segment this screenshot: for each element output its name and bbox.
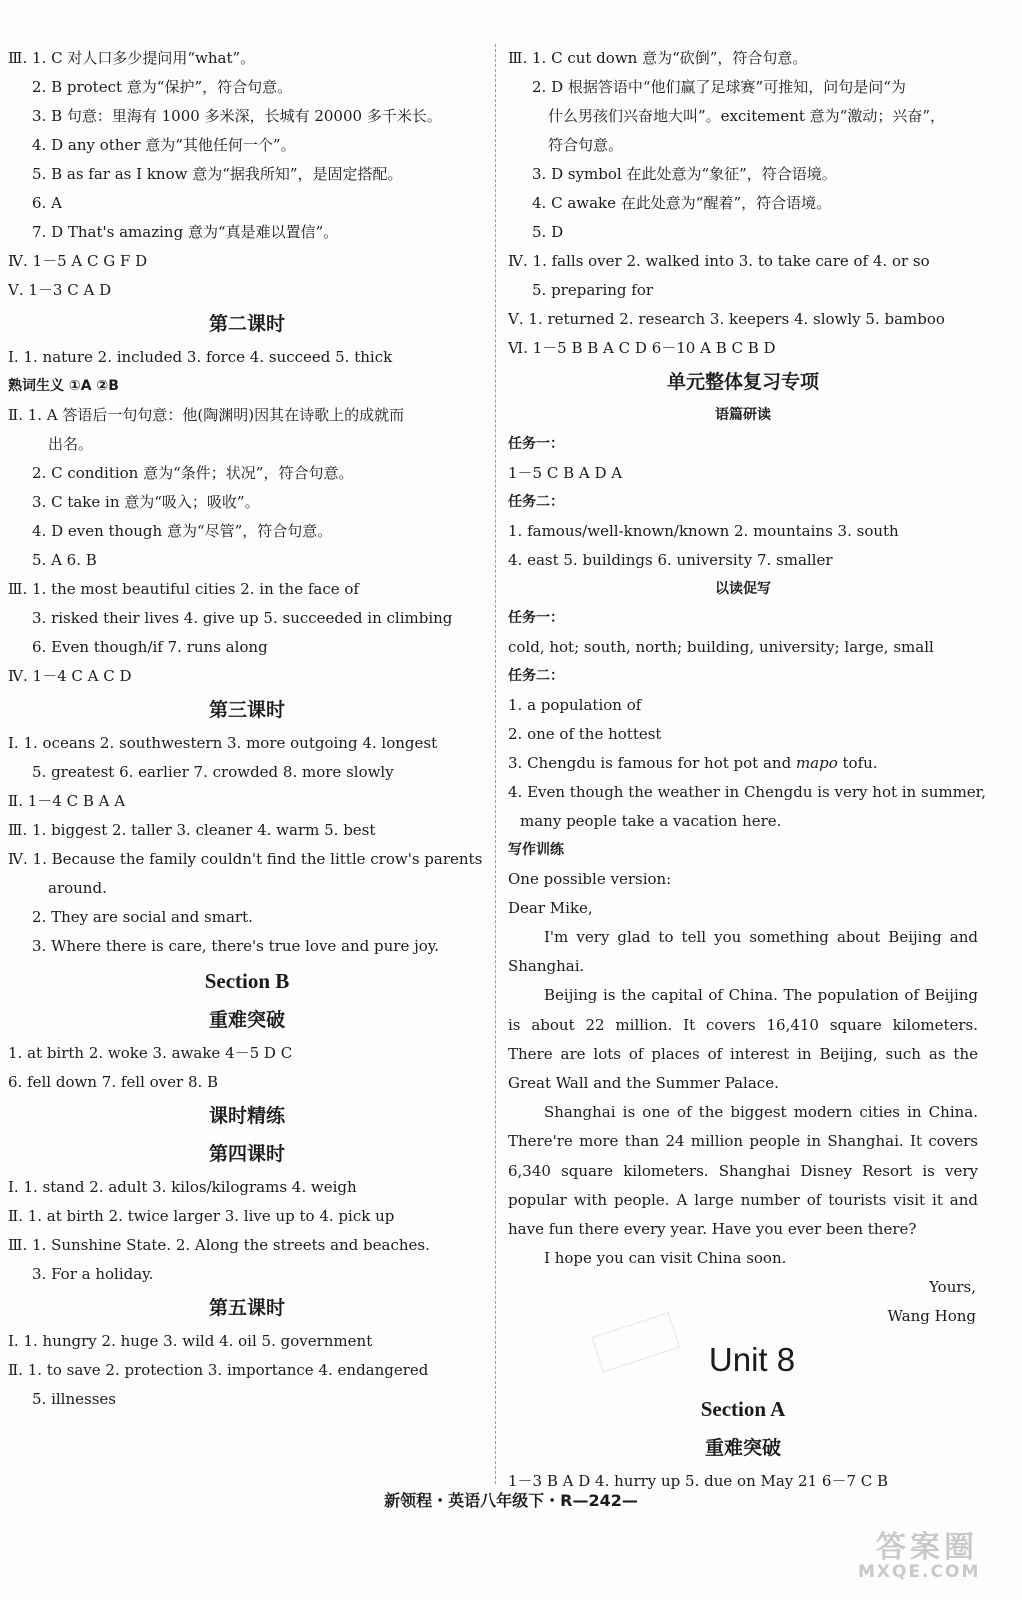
letter-paragraph: I hope you can visit China soon. [544, 1249, 787, 1268]
answer-line: Ⅴ. 1. returned 2. research 3. keepers 4. slowly 5. bamboo [508, 310, 945, 328]
answer-line: 1. famous/well-known/known 2. mountains 3. south [508, 522, 899, 540]
answer-line: Ⅱ. 1. A 答语后一句句意：他(陶渊明)因其在诗歌上的成就而 [8, 406, 405, 424]
subsection-heading: 写作训练 [508, 842, 564, 858]
answer-text: tofu. [837, 754, 878, 772]
answer-line: 4. D any other 意为“其他任何一个”。 [32, 136, 296, 154]
answer-line: Ⅴ. 1－3 C A D [8, 281, 112, 299]
answer-line: Ⅰ. 1. oceans 2. southwestern 3. more outgoing 4. longest [8, 734, 438, 752]
answer-line: 5. illnesses [32, 1390, 116, 1408]
answer-line: Ⅰ. 1. hungry 2. huge 3. wild 4. oil 5. government [8, 1332, 373, 1350]
answer-line: 4. east 5. buildings 6. university 7. smaller [508, 551, 833, 569]
answer-line: 2. D 根据答语中“他们赢了足球赛”可推知，问句是问“为 [532, 78, 906, 96]
answer-line: 2. C condition 意为“条件；状况”，符合句意。 [32, 464, 354, 482]
answer-line: 什么男孩们兴奋地大叫”。excitement 意为“激动；兴奋”， [548, 107, 946, 125]
task-label: 任务二： [508, 494, 564, 510]
answer-line: Ⅲ. 1. C cut down 意为“砍倒”，符合句意。 [508, 49, 808, 67]
unit-heading: Unit 8 [708, 1341, 796, 1379]
answer-line: 1－5 C B A D A [508, 464, 623, 482]
subsection-heading: 以读促写 [715, 581, 771, 597]
answer-line: 2. B protect 意为“保护”，符合句意。 [32, 78, 293, 96]
subsection-heading: 重难突破 [208, 1009, 285, 1031]
task-label: 任务一： [508, 436, 564, 452]
answer-line: Ⅲ. 1. the most beautiful cities 2. in the face of [8, 580, 359, 598]
lesson-heading: 第二课时 [208, 313, 285, 335]
watermark-text: 答案圈 [876, 1530, 978, 1565]
italic-term: mapo [795, 754, 838, 772]
answer-line: 6. A [32, 194, 62, 212]
watermark-url: MXQE.COM [858, 1562, 981, 1582]
answer-line: 4. Even though the weather in Chengdu is very hot in summer, [508, 783, 986, 801]
answer-line: Ⅱ. 1－4 C B A A [8, 792, 126, 810]
letter-closing: Yours, [929, 1278, 976, 1297]
watermark-logo [858, 1522, 981, 1582]
answer-line: Ⅳ. 1－4 C A C D [8, 667, 132, 685]
lesson-heading: 第四课时 [208, 1143, 285, 1165]
answer-line: 3. B 句意：里海有 1000 多米深，长城有 20000 多千米长。 [32, 107, 442, 125]
answer-line: around. [48, 879, 107, 897]
letter-paragraph: Beijing is the capital of China. The population of Beijing is about 22 million. It covers 16,410 square kilometers. There are lots of places of interest in Beijing, such as the Great Wall and the Summer Palace. [508, 986, 978, 1093]
subsection-heading: 语篇研读 [715, 407, 771, 423]
answer-line: Ⅱ. 1. at birth 2. twice larger 3. live up to 4. pick up [8, 1207, 395, 1225]
answer-line: 5. preparing for [532, 281, 654, 299]
writing-intro: One possible version: [508, 870, 672, 888]
answer-line: 1－3 B A D 4. hurry up 5. due on May 21 6－7 C B [508, 1472, 889, 1491]
answer-line: 1. at birth 2. woke 3. awake 4－5 D C [8, 1044, 293, 1062]
answer-line: 5. B as far as I know 意为“据我所知”，是固定搭配。 [32, 165, 403, 183]
task-label: 任务二： [508, 668, 564, 684]
answer-line: 3. Where there is care, there's true love and pure joy. [32, 937, 440, 955]
answer-text: 3. Chengdu is famous for hot pot and [508, 754, 796, 772]
answer-line: 出名。 [48, 435, 94, 453]
answer-line: 3. D symbol 在此处意为“象征”，符合语境。 [532, 165, 837, 183]
letter-paragraph: I'm very glad to tell you something about Beijing and Shanghai. [508, 928, 978, 976]
section-heading: Section B [204, 969, 290, 993]
answer-line: 熟词生义 ①A ②B [8, 378, 119, 394]
answer-line: 1. a population of [508, 696, 642, 714]
answer-line: 5. greatest 6. earlier 7. crowded 8. more slowly [32, 763, 394, 781]
letter-greeting: Dear Mike, [508, 899, 593, 917]
answer-line: 符合句意。 [548, 136, 624, 154]
page-footer: 新领程・英语八年级下・R—242— [384, 1491, 638, 1510]
answer-line: Ⅳ. 1－5 A C G F D [8, 252, 148, 270]
answer-line: 3. For a holiday. [32, 1265, 154, 1283]
answer-line: Ⅰ. 1. stand 2. adult 3. kilos/kilograms 4. weigh [8, 1178, 357, 1196]
right-column [508, 44, 986, 1496]
answer-line: 2. They are social and smart. [32, 908, 253, 926]
lesson-heading: 第三课时 [208, 699, 285, 721]
answer-line: 6. Even though/if 7. runs along [32, 638, 268, 656]
answer-line: Ⅳ. 1. Because the family couldn't find the little crow's parents [8, 850, 483, 868]
answer-line: 4. C awake 在此处意为“醒着”，符合语境。 [532, 194, 832, 212]
subsection-heading: 重难突破 [704, 1437, 781, 1460]
letter-signature: Wang Hong [887, 1307, 976, 1326]
answer-line: 5. D [532, 223, 564, 241]
task-label: 任务一： [508, 610, 564, 626]
answer-line: Ⅵ. 1－5 B B A C D 6－10 A B C B D [508, 339, 776, 357]
answer-line: cold, hot; south, north; building, university; large, small [508, 638, 934, 656]
letter-paragraph: Shanghai is one of the biggest modern cities in China. There're more than 24 million people in Shanghai. It covers 6,340 square kilometers. Shanghai Disney Resort is very popular with people. A large number of tourists visit it and have fun there every year. Have you ever been there? [508, 1103, 978, 1239]
section-heading: 单元整体复习专项 [666, 371, 819, 393]
subsection-heading: 课时精练 [208, 1105, 285, 1127]
answer-line: 3. risked their lives 4. give up 5. succeeded in climbing [32, 609, 453, 627]
answer-line: 2. one of the hottest [508, 725, 662, 743]
answer-line: Ⅲ. 1. C 对人口多少提问用“what”。 [8, 49, 256, 67]
left-column [8, 44, 486, 1414]
answer-line: 4. D even though 意为“尽管”，符合句意。 [32, 522, 333, 540]
answer-line: Ⅰ. 1. nature 2. included 3. force 4. succeed 5. thick [8, 348, 393, 366]
lesson-heading: 第五课时 [208, 1297, 285, 1319]
answer-line: 6. fell down 7. fell over 8. B [8, 1073, 219, 1091]
answer-line: Ⅲ. 1. biggest 2. taller 3. cleaner 4. warm 5. best [8, 821, 376, 839]
answer-line: Ⅲ. 1. Sunshine State. 2. Along the streets and beaches. [8, 1236, 430, 1254]
answer-line: Ⅱ. 1. to save 2. protection 3. importance 4. endangered [8, 1361, 429, 1379]
answer-line: 3. C take in 意为“吸入；吸收”。 [32, 493, 260, 511]
section-heading: Section A [700, 1397, 786, 1422]
answer-line: many people take a vacation here. [520, 812, 782, 830]
column-divider [495, 44, 496, 1484]
answer-line: 7. D That's amazing 意为“真是难以置信”。 [32, 223, 339, 241]
answer-line: 5. A 6. B [32, 551, 97, 569]
answer-line [508, 749, 978, 778]
answer-line: Ⅳ. 1. falls over 2. walked into 3. to take care of 4. or so [508, 252, 930, 270]
